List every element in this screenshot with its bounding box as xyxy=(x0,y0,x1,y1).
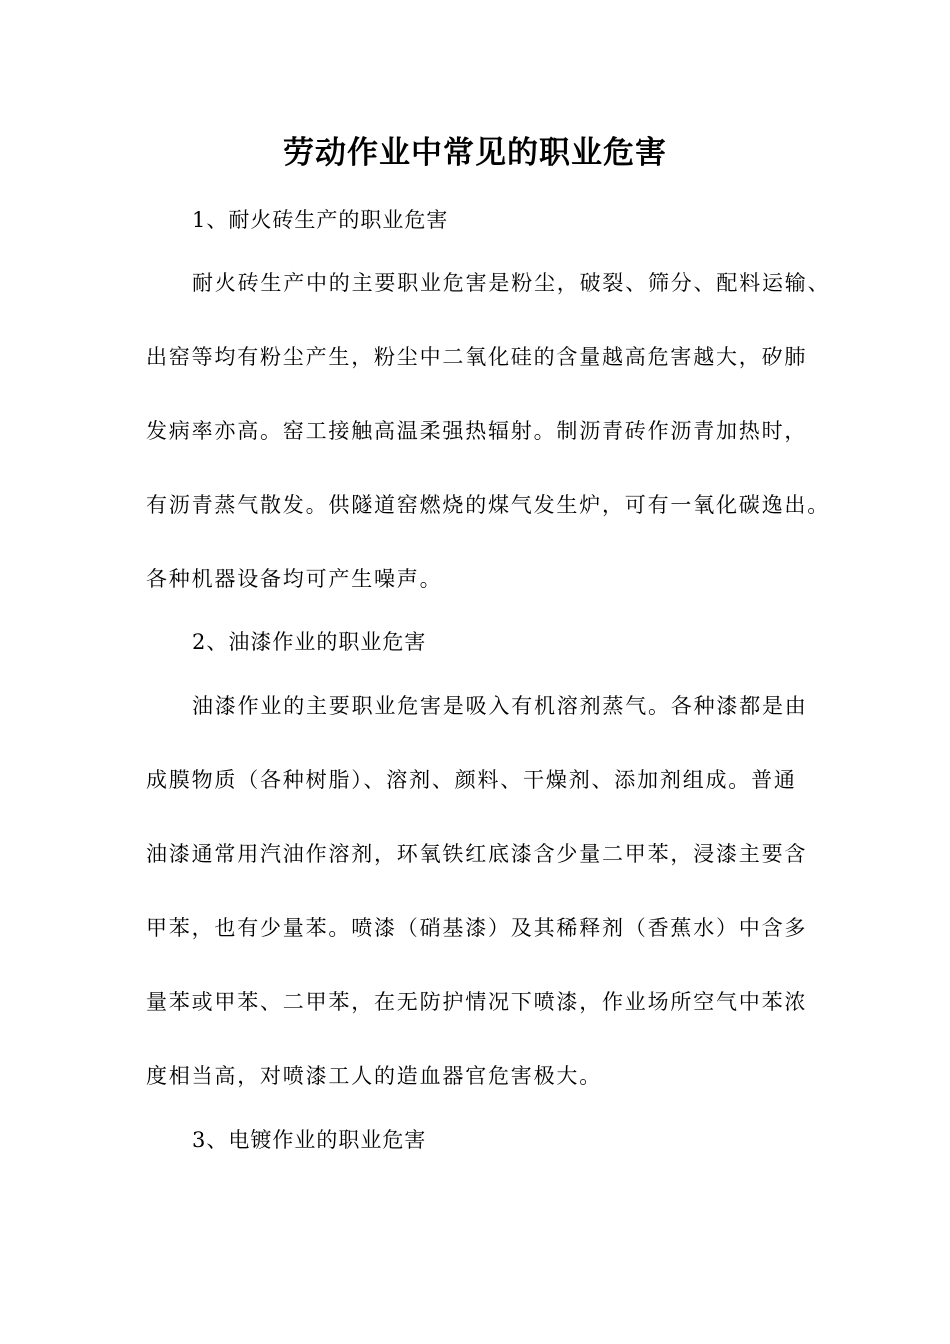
section-1-heading: 1、耐火砖生产的职业危害 xyxy=(192,208,449,232)
document-title: 劳动作业中常见的职业危害 xyxy=(283,135,667,171)
section-2-heading: 2、油漆作业的职业危害 xyxy=(192,630,427,654)
section-2-paragraph-line: 油漆通常用汽油作溶剂，环氧铁红底漆含少量二甲苯，浸漆主要含 xyxy=(146,842,808,866)
section-2-paragraph-line: 度相当高，对喷漆工人的造血器官危害极大。 xyxy=(146,1064,602,1088)
section-1-paragraph-line: 各种机器设备均可产生噪声。 xyxy=(146,567,443,591)
section-2-paragraph-line: 成膜物质（各种树脂）、溶剂、颜料、干燥剂、添加剂组成。普通 xyxy=(146,768,797,792)
section-2-paragraph-line: 量苯或甲苯、二甲苯，在无防护情况下喷漆，作业场所空气中苯浓 xyxy=(146,990,808,1014)
section-3-heading: 3、电镀作业的职业危害 xyxy=(192,1128,427,1152)
section-1-paragraph-line: 有沥青蒸气散发。供隧道窑燃烧的煤气发生炉，可有一氧化碳逸出。 xyxy=(146,493,830,517)
section-1-paragraph-line: 发病率亦高。窑工接触高温柔强热辐射。制沥青砖作沥青加热时， xyxy=(146,419,808,443)
section-1-paragraph-line: 耐火砖生产中的主要职业危害是粉尘，破裂、筛分、配料运输、 xyxy=(192,271,831,295)
section-1-paragraph-line: 出窑等均有粉尘产生，粉尘中二氧化硅的含量越高危害越大，矽肺 xyxy=(146,345,808,369)
section-2-paragraph-line: 甲苯，也有少量苯。喷漆（硝基漆）及其稀释剂（香蕉水）中含多 xyxy=(146,916,808,940)
section-2-paragraph-line: 油漆作业的主要职业危害是吸入有机溶剂蒸气。各种漆都是由 xyxy=(192,694,808,718)
